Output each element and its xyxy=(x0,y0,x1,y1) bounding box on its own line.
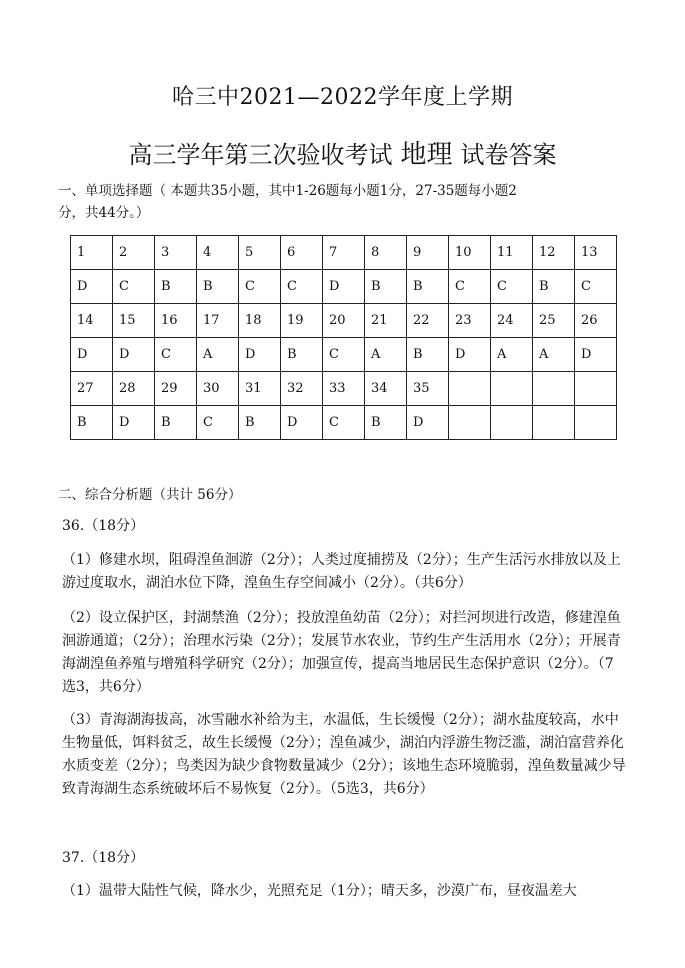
answer-cell: B xyxy=(197,270,239,304)
question-number-cell: 17 xyxy=(197,304,239,338)
answer-cell: A xyxy=(365,338,407,372)
answer-cell: B xyxy=(155,406,197,440)
question-number-row xyxy=(71,236,617,270)
answer-cell: A xyxy=(197,338,239,372)
question-number-cell: 10 xyxy=(449,236,491,270)
answer-cell xyxy=(575,406,617,440)
question-number-cell xyxy=(533,372,575,406)
question-number-cell: 13 xyxy=(575,236,617,270)
question-number-cell: 7 xyxy=(323,236,365,270)
title-line-2 xyxy=(0,134,685,171)
answer-cell: D xyxy=(449,338,491,372)
section2-heading: 二、综合分析题（共计 56分） xyxy=(58,487,242,503)
title-exam-name: 高三学年第三次验收考试 xyxy=(128,141,393,169)
question-number-cell: 31 xyxy=(239,372,281,406)
question-number-cell: 23 xyxy=(449,304,491,338)
answer-cell: B xyxy=(365,406,407,440)
answer-cell: D xyxy=(239,338,281,372)
question-number-cell: 16 xyxy=(155,304,197,338)
answer-cell: C xyxy=(449,270,491,304)
answer-cell: A xyxy=(491,338,533,372)
question-number-cell: 12 xyxy=(533,236,575,270)
q36-part1: （1）修建水坝，阻碍湟鱼洄游（2分）；人类过度捕捞及（2分）；生产生活污水排放以及上游过度取水，湖泊水位下降，湟鱼生存空间减小（2分）。（共6分） xyxy=(62,552,621,591)
question-number-cell: 22 xyxy=(407,304,449,338)
answer-cell xyxy=(449,406,491,440)
q37-label: 37.（18分） xyxy=(62,850,145,866)
answer-cell: B xyxy=(533,270,575,304)
q36-part2: （2）设立保护区，封湖禁渔（2分）；投放湟鱼幼苗（2分）；对拦河坝进行改造，修建湟鱼洄游通道；（2分）；治理水污染（2分）；发展节水农业，节约生产生活用水（2分）；开展青海湖湟鱼养殖与增殖科学研究（2分）；加强宣传，提高当地居民生态保护意识（2分）。（7选3，共6分） xyxy=(62,610,621,695)
answer-cell: B xyxy=(407,338,449,372)
answer-cell: B xyxy=(365,270,407,304)
answer-cell: B xyxy=(155,270,197,304)
question-number-cell: 29 xyxy=(155,372,197,406)
section1-heading: 一、单项选择题（ 本题共35小题，其中1-26题每小题1分，27-35题每小题2分，共44分。） xyxy=(58,183,517,221)
question-number-cell: 28 xyxy=(113,372,155,406)
answer-cell: C xyxy=(155,338,197,372)
answer-cell: D xyxy=(575,338,617,372)
question-number-cell xyxy=(491,372,533,406)
question-number-cell: 35 xyxy=(407,372,449,406)
question-number-cell xyxy=(575,372,617,406)
answer-table xyxy=(70,235,617,440)
answer-cell: C xyxy=(197,406,239,440)
answer-cell: C xyxy=(239,270,281,304)
answer-cell: B xyxy=(71,406,113,440)
question-number-cell: 15 xyxy=(113,304,155,338)
answer-cell: C xyxy=(575,270,617,304)
q37-part1: （1）温带大陆性气候，降水少，光照充足（1分）；晴天多，沙漠广布，昼夜温差大 xyxy=(62,883,577,899)
answer-cell: C xyxy=(323,406,365,440)
question-number-row xyxy=(71,304,617,338)
question-number-cell: 2 xyxy=(113,236,155,270)
answer-row xyxy=(71,270,617,304)
answer-row xyxy=(71,338,617,372)
question-number-cell: 6 xyxy=(281,236,323,270)
question-number-cell: 27 xyxy=(71,372,113,406)
question-number-cell: 3 xyxy=(155,236,197,270)
answer-cell: C xyxy=(323,338,365,372)
question-number-cell: 19 xyxy=(281,304,323,338)
answer-cell: D xyxy=(323,270,365,304)
q36-part3: （3）青海湖海拔高，冰雪融水补给为主，水温低，生长缓慢（2分）；湖水盐度较高，水中生物量低，饵料贫乏，故生长缓慢（2分）；湟鱼减少，湖泊内浮游生物泛滥，湖泊富营养化水质变差（2分）；鸟类因为缺少食物数量减少（2分）；该地生态环境脆弱，湟鱼数量减少导致青海湖生态系统破坏后不易恢复（2分）。（5选3，共6分） xyxy=(62,712,626,797)
answer-cell xyxy=(491,406,533,440)
answer-cell: D xyxy=(113,338,155,372)
answer-cell: B xyxy=(281,338,323,372)
question-number-cell: 32 xyxy=(281,372,323,406)
question-number-cell: 18 xyxy=(239,304,281,338)
question-number-row xyxy=(71,372,617,406)
question-number-cell: 21 xyxy=(365,304,407,338)
title-line-1: 哈三中2021—2022学年度上学期 xyxy=(172,85,513,110)
question-number-cell: 34 xyxy=(365,372,407,406)
question-number-cell: 4 xyxy=(197,236,239,270)
answer-row xyxy=(71,406,617,440)
question-number-cell: 30 xyxy=(197,372,239,406)
question-number-cell: 24 xyxy=(491,304,533,338)
question-number-cell: 14 xyxy=(71,304,113,338)
answer-cell: B xyxy=(239,406,281,440)
question-number-cell: 1 xyxy=(71,236,113,270)
answer-cell: D xyxy=(407,406,449,440)
answer-cell: A xyxy=(533,338,575,372)
question-number-cell: 20 xyxy=(323,304,365,338)
q36-label: 36.（18分） xyxy=(62,518,145,534)
question-number-cell: 25 xyxy=(533,304,575,338)
answer-cell: C xyxy=(281,270,323,304)
answer-cell: D xyxy=(71,338,113,372)
answer-cell: D xyxy=(71,270,113,304)
answer-cell: B xyxy=(407,270,449,304)
title-answer-label: 试卷答案 xyxy=(460,141,557,169)
question-number-cell xyxy=(449,372,491,406)
answer-cell: D xyxy=(113,406,155,440)
title-subject: 地理 xyxy=(400,140,453,170)
answer-cell xyxy=(533,406,575,440)
answer-cell: D xyxy=(281,406,323,440)
question-number-cell: 5 xyxy=(239,236,281,270)
question-number-cell: 33 xyxy=(323,372,365,406)
question-number-cell: 26 xyxy=(575,304,617,338)
question-number-cell: 11 xyxy=(491,236,533,270)
question-number-cell: 8 xyxy=(365,236,407,270)
answer-cell: C xyxy=(113,270,155,304)
question-number-cell: 9 xyxy=(407,236,449,270)
answer-cell: C xyxy=(491,270,533,304)
